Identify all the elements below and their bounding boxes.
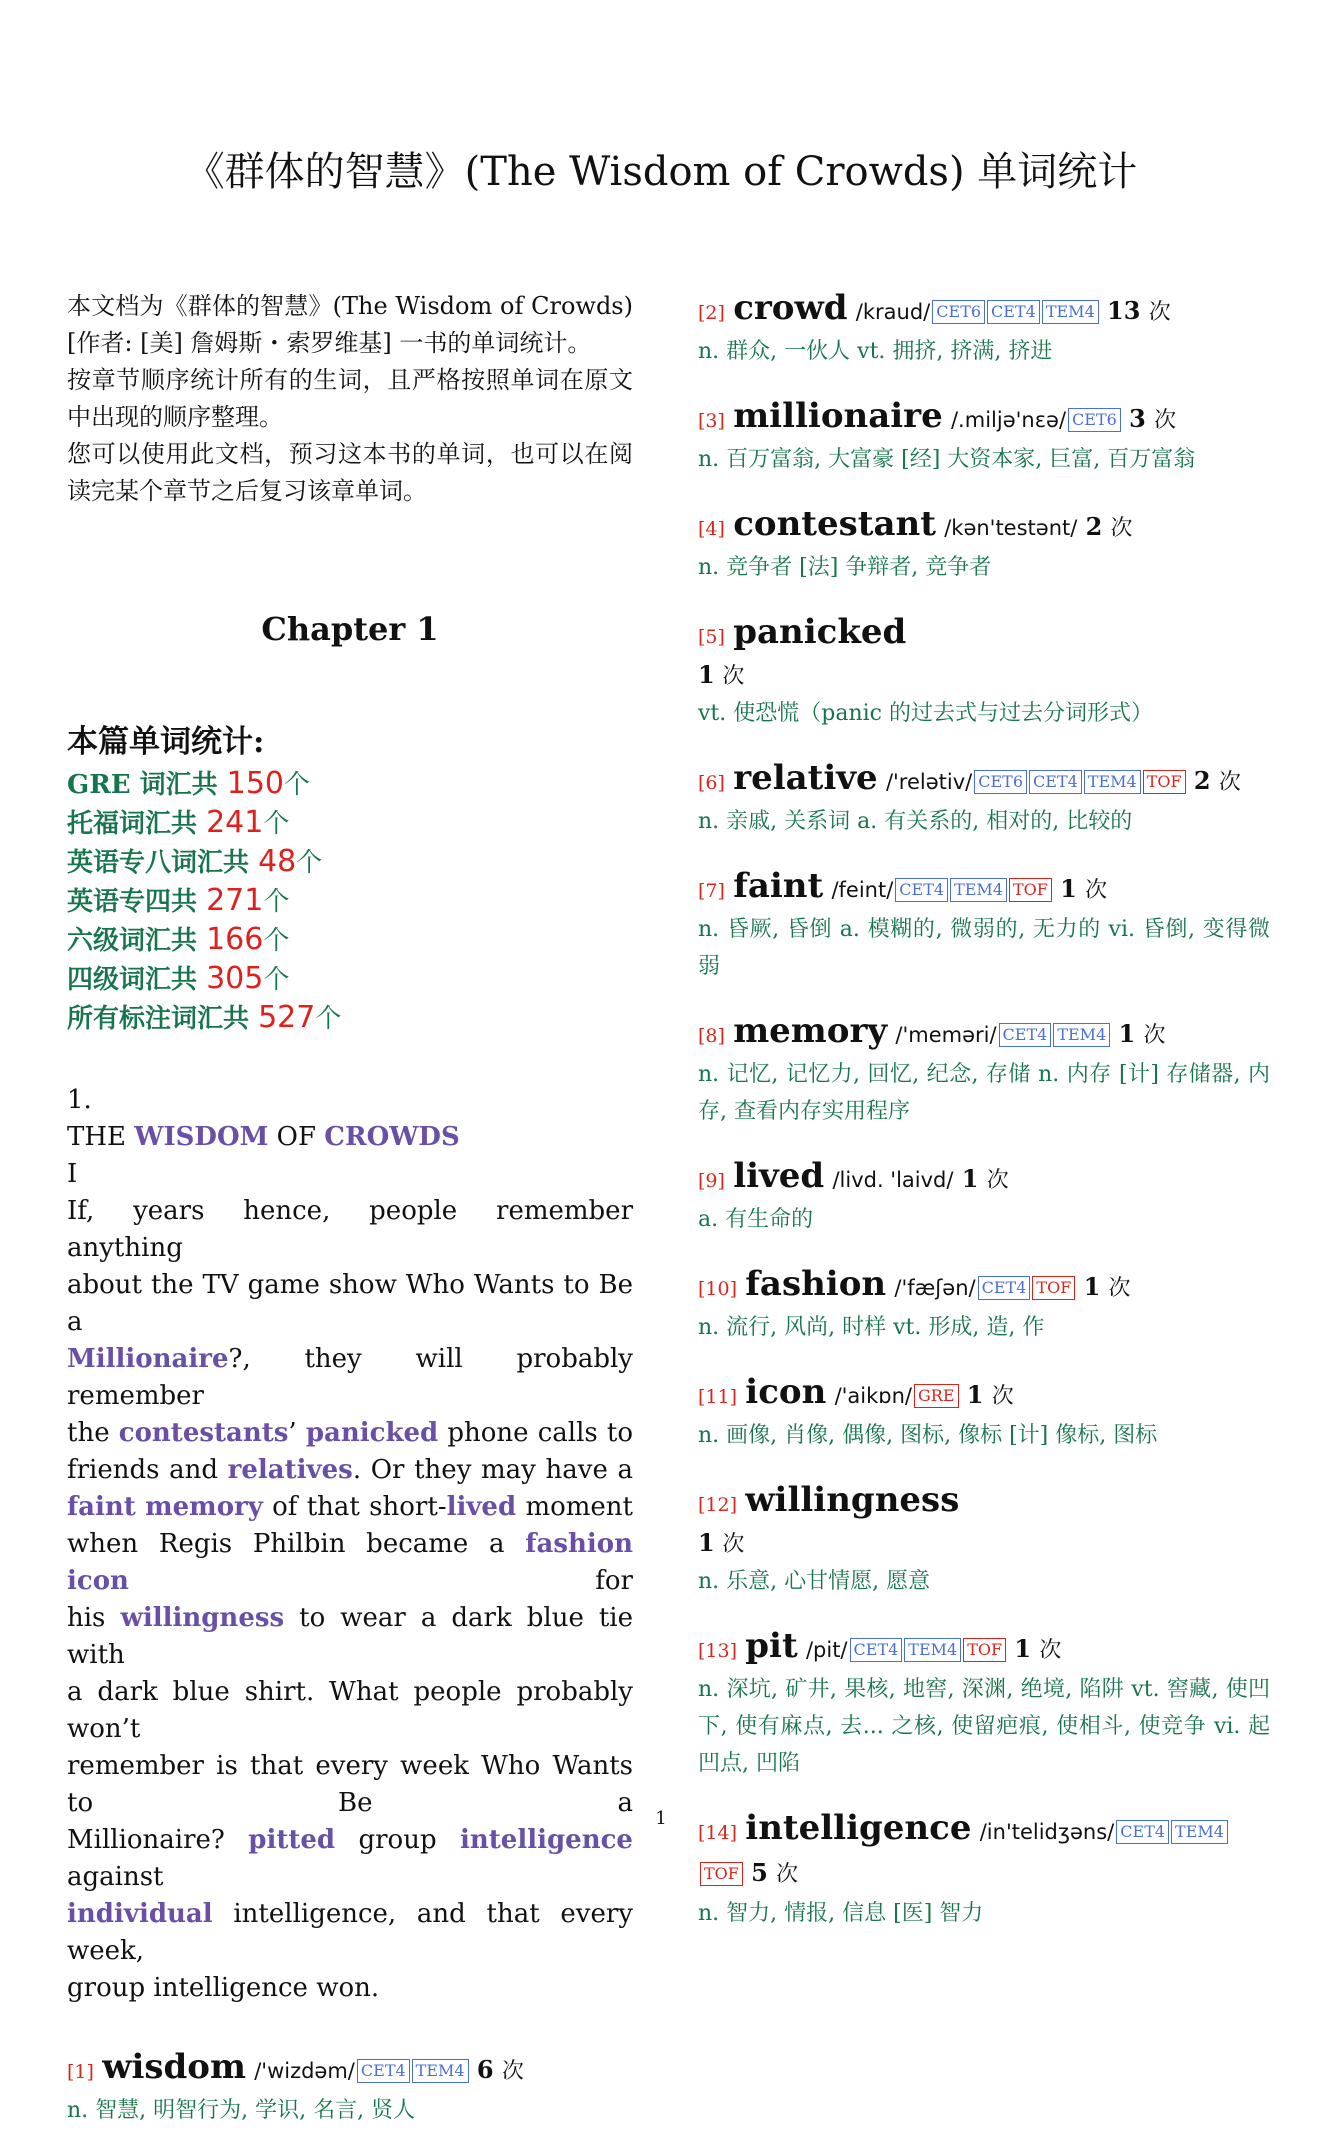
word-count-line [698, 657, 1270, 695]
stat-unit: 个 [284, 770, 311, 800]
word-entry-head [698, 1372, 1270, 1417]
stat-row [67, 843, 633, 882]
intro-paragraph: 您可以使用此文档，预习这本书的单词，也可以在阅读完某个章节之后复习该章单词。 [67, 440, 633, 505]
stat-row [67, 765, 633, 804]
passage-line [67, 1970, 633, 2007]
word-headword: contestant [733, 504, 936, 544]
word-count-number: 1 [698, 1528, 715, 1557]
word-definition: n. 流行, 风尚, 时样 vt. 形成, 造, 作 [698, 1315, 1045, 1340]
passage-text: moment [516, 1492, 633, 1522]
stat-row [67, 999, 633, 1038]
passage-text: for [128, 1566, 633, 1596]
word-entry-head [698, 612, 1270, 657]
stat-label: 四级词汇共 [67, 965, 207, 995]
exam-tag-badge: TEM4 [412, 2059, 469, 2083]
highlighted-word: faint [67, 1492, 136, 1522]
word-index: [11] [698, 1386, 738, 1408]
passage-text: intelligence, and that every week, [67, 1899, 633, 1966]
word-count-number: 2 [1085, 512, 1103, 541]
passage-text: phone calls to [438, 1418, 633, 1448]
stat-label: 英语专八词汇共 [67, 848, 259, 878]
stat-count: 150 [226, 766, 284, 801]
word-count [1119, 1019, 1166, 1049]
word-definition: vt. 使恐慌（panic 的过去式与过去分词形式） [698, 701, 1153, 726]
word-count-unit: 次 [1154, 408, 1177, 433]
passage-roman: I [67, 1159, 78, 1189]
exam-tag-badge: TEM4 [1084, 770, 1141, 794]
stat-label: 所有标注词汇共 [67, 1004, 259, 1034]
exam-tag-badge: TEM4 [950, 878, 1007, 902]
exam-tag-badge: CET4 [357, 2059, 410, 2083]
exam-tag-badge: CET4 [978, 1276, 1031, 1300]
word-entry [698, 1372, 1270, 1454]
word-definition: a. 有生命的 [698, 1207, 814, 1232]
page-title: 《群体的智慧》(The Wisdom of Crowds) 单词统计 [184, 149, 1138, 195]
word-count-unit: 次 [1110, 516, 1133, 541]
stats-title: 本篇单词统计: [67, 724, 265, 760]
word-count [1060, 874, 1107, 904]
passage-number: 1. [67, 1085, 92, 1115]
word-entry [698, 758, 1270, 840]
word-count-unit: 次 [1148, 300, 1171, 325]
exam-tag-badge: CET4 [1029, 770, 1082, 794]
highlighted-word: fashion [525, 1529, 633, 1559]
exam-tag-badge: TOF [1032, 1276, 1075, 1300]
passage-text: . Or they may have a [352, 1455, 633, 1485]
word-count-number: 5 [751, 1858, 768, 1887]
word-count-number: 1 [961, 1164, 979, 1193]
passage-body [67, 1193, 633, 2007]
passage [67, 1082, 633, 2007]
exam-tag-badge: TOF [1009, 878, 1052, 902]
word-phonetic: /'wizdəm/ [254, 2059, 355, 2083]
word-count-number: 1 [966, 1380, 984, 1409]
word-entry [698, 1626, 1270, 1782]
word-count [1084, 1272, 1131, 1302]
word-count-unit: 次 [722, 664, 745, 689]
word-definition: n. 记忆, 记忆力, 回忆, 纪念, 存储 n. 内存 [计] 存储器, 内存, 查看内存实用程序 [698, 1062, 1270, 1124]
passage-text: If, years hence, people remember anything [67, 1196, 633, 1263]
word-count [1014, 1634, 1061, 1664]
stat-row [67, 804, 633, 843]
word-entry [67, 2047, 633, 2129]
passage-line [67, 1526, 633, 1600]
word-index: [13] [698, 1640, 738, 1662]
passage-text: ?, they will probably remember [67, 1344, 633, 1411]
word-headword: memory [733, 1011, 888, 1051]
highlighted-word: intelligence [460, 1825, 633, 1855]
word-count [477, 2055, 524, 2085]
word-phonetic: /kən'testənt/ [944, 516, 1078, 540]
word-index: [2] [698, 302, 725, 324]
word-headword: pit [745, 1626, 798, 1666]
passage-text: about the TV game show Who Wants to Be a [67, 1270, 633, 1337]
exam-tag-badge: TEM4 [1171, 1820, 1228, 1844]
word-headword: wisdom [102, 2047, 246, 2087]
word-phonetic: /in'telidʒəns/ [979, 1820, 1115, 1844]
word-headword: panicked [733, 612, 907, 652]
word-entry [698, 1264, 1270, 1346]
word-headword: faint [733, 866, 824, 906]
intro-paragraph: 本文档为《群体的智慧》(The Wisdom of Crowds)[作者: [美] 詹姆斯・索罗维基] 一书的单词统计。 [67, 292, 633, 357]
word-phonetic: /pit/ [805, 1638, 848, 1662]
word-count-number: 1 [1083, 1272, 1101, 1301]
word-count [751, 1858, 798, 1888]
highlighted-word: panicked [305, 1418, 439, 1448]
passage-text: remember is that every week Who Wants to Be a [67, 1751, 633, 1818]
chapter-heading: Chapter 1 [261, 610, 439, 648]
word-entry-head [698, 1480, 1270, 1525]
highlighted-word: CROWDS [324, 1122, 460, 1152]
passage-line [67, 1896, 633, 1970]
passage-text: Millionaire? [67, 1825, 249, 1855]
word-entry-head [698, 866, 1270, 911]
exam-tag-badge: CET4 [895, 878, 948, 902]
word-index: [7] [698, 880, 725, 902]
passage-text: of that short- [262, 1492, 447, 1522]
word-index: [5] [698, 626, 725, 648]
word-definition: n. 深坑, 矿井, 果核, 地窖, 深渊, 绝境, 陷阱 vt. 窖藏, 使凹下, 使有麻点, 去... 之核, 使留疤痕, 使相斗, 使竞争 vi. 起凹点, 凹陷 [698, 1677, 1270, 1776]
word-headword: crowd [733, 288, 848, 328]
stat-count: 527 [258, 1000, 316, 1035]
word-phonetic: /feint/ [831, 878, 894, 902]
passage-text: friends and [67, 1455, 228, 1485]
word-definition: n. 昏厥, 昏倒 a. 模糊的, 微弱的, 无力的 vi. 昏倒, 变得微弱 [698, 917, 1270, 979]
word-entry-head [698, 504, 1270, 549]
word-entry [698, 504, 1270, 586]
passage-line [67, 1822, 633, 1896]
highlighted-word: pitted [248, 1825, 336, 1855]
word-phonetic: /kraud/ [855, 300, 931, 324]
word-definition: n. 乐意, 心甘情愿, 愿意 [698, 1569, 931, 1594]
word-count [1086, 512, 1133, 542]
word-definition: n. 画像, 肖像, 偶像, 图标, 像标 [计] 像标, 图标 [698, 1423, 1158, 1448]
word-definition: n. 智力, 情报, 信息 [医] 智力 [698, 1901, 984, 1926]
word-index: [12] [698, 1494, 738, 1516]
word-count-unit: 次 [776, 1862, 799, 1887]
word-count-number: 2 [1193, 766, 1211, 795]
passage-text: group intelligence won. [67, 1973, 380, 2003]
word-count [1129, 404, 1176, 434]
exam-tag-badge: CET4 [850, 1638, 903, 1662]
word-headword: willingness [745, 1480, 960, 1520]
word-entry-head [67, 2047, 633, 2092]
word-count [1194, 766, 1241, 796]
stat-unit: 个 [263, 809, 290, 839]
passage-heading [67, 1119, 633, 1156]
word-count-number: 1 [698, 660, 715, 689]
word-headword: relative [733, 758, 878, 798]
word-entry [698, 866, 1270, 985]
intro [67, 288, 633, 510]
word-definition: n. 群众, 一伙人 vt. 拥挤, 挤满, 挤进 [698, 339, 1053, 364]
highlighted-word: icon [67, 1566, 129, 1596]
word-entry [698, 396, 1270, 478]
stat-unit: 个 [263, 926, 290, 956]
word-entry [698, 1011, 1270, 1130]
passage-text: when Regis Philbin became a [67, 1529, 526, 1559]
word-headword: icon [745, 1372, 827, 1412]
passage-text: against [67, 1862, 164, 1892]
word-definition: n. 智慧, 明智行为, 学识, 名言, 贤人 [67, 2098, 416, 2123]
word-count-unit: 次 [1108, 1276, 1131, 1301]
word-count [962, 1164, 1009, 1194]
word-count-number: 6 [476, 2055, 494, 2084]
word-entry-head [698, 758, 1270, 803]
passage-text: to wear a dark blue tie with [67, 1603, 633, 1670]
word-list-right [698, 288, 1270, 1958]
stat-count: 166 [206, 922, 264, 957]
exam-tag-badge: CET6 [1068, 408, 1121, 432]
word-entry-head [698, 396, 1270, 441]
exam-tag-badge: TEM4 [904, 1638, 961, 1662]
passage-text: the [67, 1418, 119, 1448]
stat-row [67, 882, 633, 921]
word-list-left [67, 2047, 633, 2129]
exam-tag-badge: CET4 [987, 300, 1040, 324]
word-count-unit: 次 [501, 2059, 524, 2084]
word-entry-head [698, 1011, 1270, 1056]
exam-tag-badge: CET4 [1116, 1820, 1169, 1844]
word-index: [9] [698, 1170, 725, 1192]
word-entry [698, 612, 1270, 732]
passage-text: ’ [288, 1418, 306, 1448]
word-count-number: 1 [1060, 874, 1077, 903]
passage-text: OF [268, 1122, 325, 1152]
word-count [1107, 296, 1171, 326]
word-count [698, 1529, 744, 1557]
word-count-unit: 次 [1039, 1638, 1062, 1663]
exam-tag-badge: GRE [914, 1384, 959, 1408]
word-phonetic: /livd. 'laivd/ [832, 1168, 954, 1192]
stat-row [67, 960, 633, 999]
stat-unit: 个 [263, 887, 290, 917]
word-index: [3] [698, 410, 725, 432]
stat-label: 英语专四共 [67, 887, 207, 917]
passage-line [67, 1600, 633, 1674]
word-index: [14] [698, 1822, 738, 1844]
passage-line [67, 1341, 633, 1415]
stat-unit: 个 [263, 965, 290, 995]
word-count-unit: 次 [986, 1168, 1009, 1193]
highlighted-word: Millionaire [67, 1344, 229, 1374]
passage-line [67, 1193, 633, 1267]
passage-text: group [335, 1825, 461, 1855]
word-count-number: 13 [1107, 296, 1141, 325]
word-count-unit: 次 [991, 1384, 1014, 1409]
word-headword: millionaire [733, 396, 943, 436]
highlighted-word: willingness [120, 1603, 285, 1633]
stat-count: 271 [206, 883, 264, 918]
word-count-unit: 次 [1218, 770, 1241, 795]
exam-tag-badge: CET4 [999, 1023, 1052, 1047]
stat-unit: 个 [296, 848, 323, 878]
word-index: [1] [67, 2061, 94, 2083]
stat-row [67, 921, 633, 960]
stat-label: 托福词汇共 [67, 809, 207, 839]
word-definition: n. 百万富翁, 大富豪 [经] 大资本家, 巨富, 百万富翁 [698, 447, 1196, 472]
word-phonetic: /'relətiv/ [885, 770, 973, 794]
passage-text: a dark blue shirt. What people probably won’t [67, 1677, 633, 1744]
exam-tag-badge: TEM4 [1053, 1023, 1110, 1047]
word-count-number: 1 [1118, 1019, 1136, 1048]
word-count-unit: 次 [1143, 1023, 1166, 1048]
word-count [698, 661, 744, 689]
word-count-unit: 次 [722, 1532, 745, 1557]
word-entry-head [698, 1626, 1270, 1671]
word-entry [698, 288, 1270, 370]
word-entry-head [698, 1264, 1270, 1309]
word-count-number: 3 [1129, 404, 1146, 433]
highlighted-word: contestants [118, 1418, 289, 1448]
word-index: [6] [698, 772, 725, 794]
word-index: [4] [698, 518, 725, 540]
stat-count: 48 [258, 844, 297, 879]
highlighted-word: WISDOM [134, 1122, 269, 1152]
word-headword: lived [733, 1156, 825, 1196]
stat-count: 241 [206, 805, 264, 840]
word-count [967, 1380, 1014, 1410]
word-entry [698, 1480, 1270, 1600]
passage-line [67, 1267, 633, 1341]
passage-line [67, 1674, 633, 1748]
intro-paragraph: 按章节顺序统计所有的生词，且严格按照单词在原文中出现的顺序整理。 [67, 366, 633, 431]
word-count-line [698, 1525, 1270, 1563]
highlighted-word: lived [446, 1492, 517, 1522]
word-definition: n. 亲戚, 关系词 a. 有关系的, 相对的, 比较的 [698, 809, 1133, 834]
stat-label: 六级词汇共 [67, 926, 207, 956]
word-headword: fashion [745, 1264, 887, 1304]
passage-line [67, 1489, 633, 1526]
left-column [67, 288, 633, 2155]
word-entry-head [698, 288, 1270, 333]
word-definition: n. 竞争者 [法] 争辩者, 竞争者 [698, 555, 992, 580]
word-phonetic: /'aikɒn/ [834, 1384, 912, 1408]
exam-tag-badge: CET6 [932, 300, 985, 324]
word-count-unit: 次 [1085, 878, 1108, 903]
word-entry-head [698, 1156, 1270, 1201]
passage-text: his [67, 1603, 121, 1633]
word-headword: intelligence [745, 1808, 972, 1848]
stat-unit: 个 [315, 1004, 342, 1034]
page-number: 1 [655, 1808, 667, 1829]
exam-tag-badge: TOF [963, 1638, 1006, 1662]
exam-tag-badge: TEM4 [1042, 300, 1099, 324]
passage-text: THE [67, 1122, 135, 1152]
word-index: [10] [698, 1278, 738, 1300]
word-phonetic: /'meməri/ [895, 1023, 997, 1047]
stat-count: 305 [206, 961, 264, 996]
passage-line [67, 1415, 633, 1452]
passage-line [67, 1452, 633, 1489]
stat-label: GRE 词汇共 [67, 770, 227, 800]
word-phonetic: /.miljə'nɛə/ [950, 408, 1067, 432]
exam-tag-badge: TOF [700, 1862, 743, 1886]
word-phonetic: /'fæʃən/ [894, 1276, 976, 1300]
word-index: [8] [698, 1025, 725, 1047]
exam-tag-badge: TOF [1143, 770, 1186, 794]
passage-text [136, 1492, 145, 1522]
highlighted-word: memory [145, 1492, 263, 1522]
word-entry [698, 1156, 1270, 1238]
exam-tag-badge: CET6 [974, 770, 1027, 794]
highlighted-word: relatives [227, 1455, 353, 1485]
stats-list [67, 765, 633, 1038]
word-count-number: 1 [1014, 1634, 1032, 1663]
highlighted-word: individual [67, 1899, 213, 1929]
